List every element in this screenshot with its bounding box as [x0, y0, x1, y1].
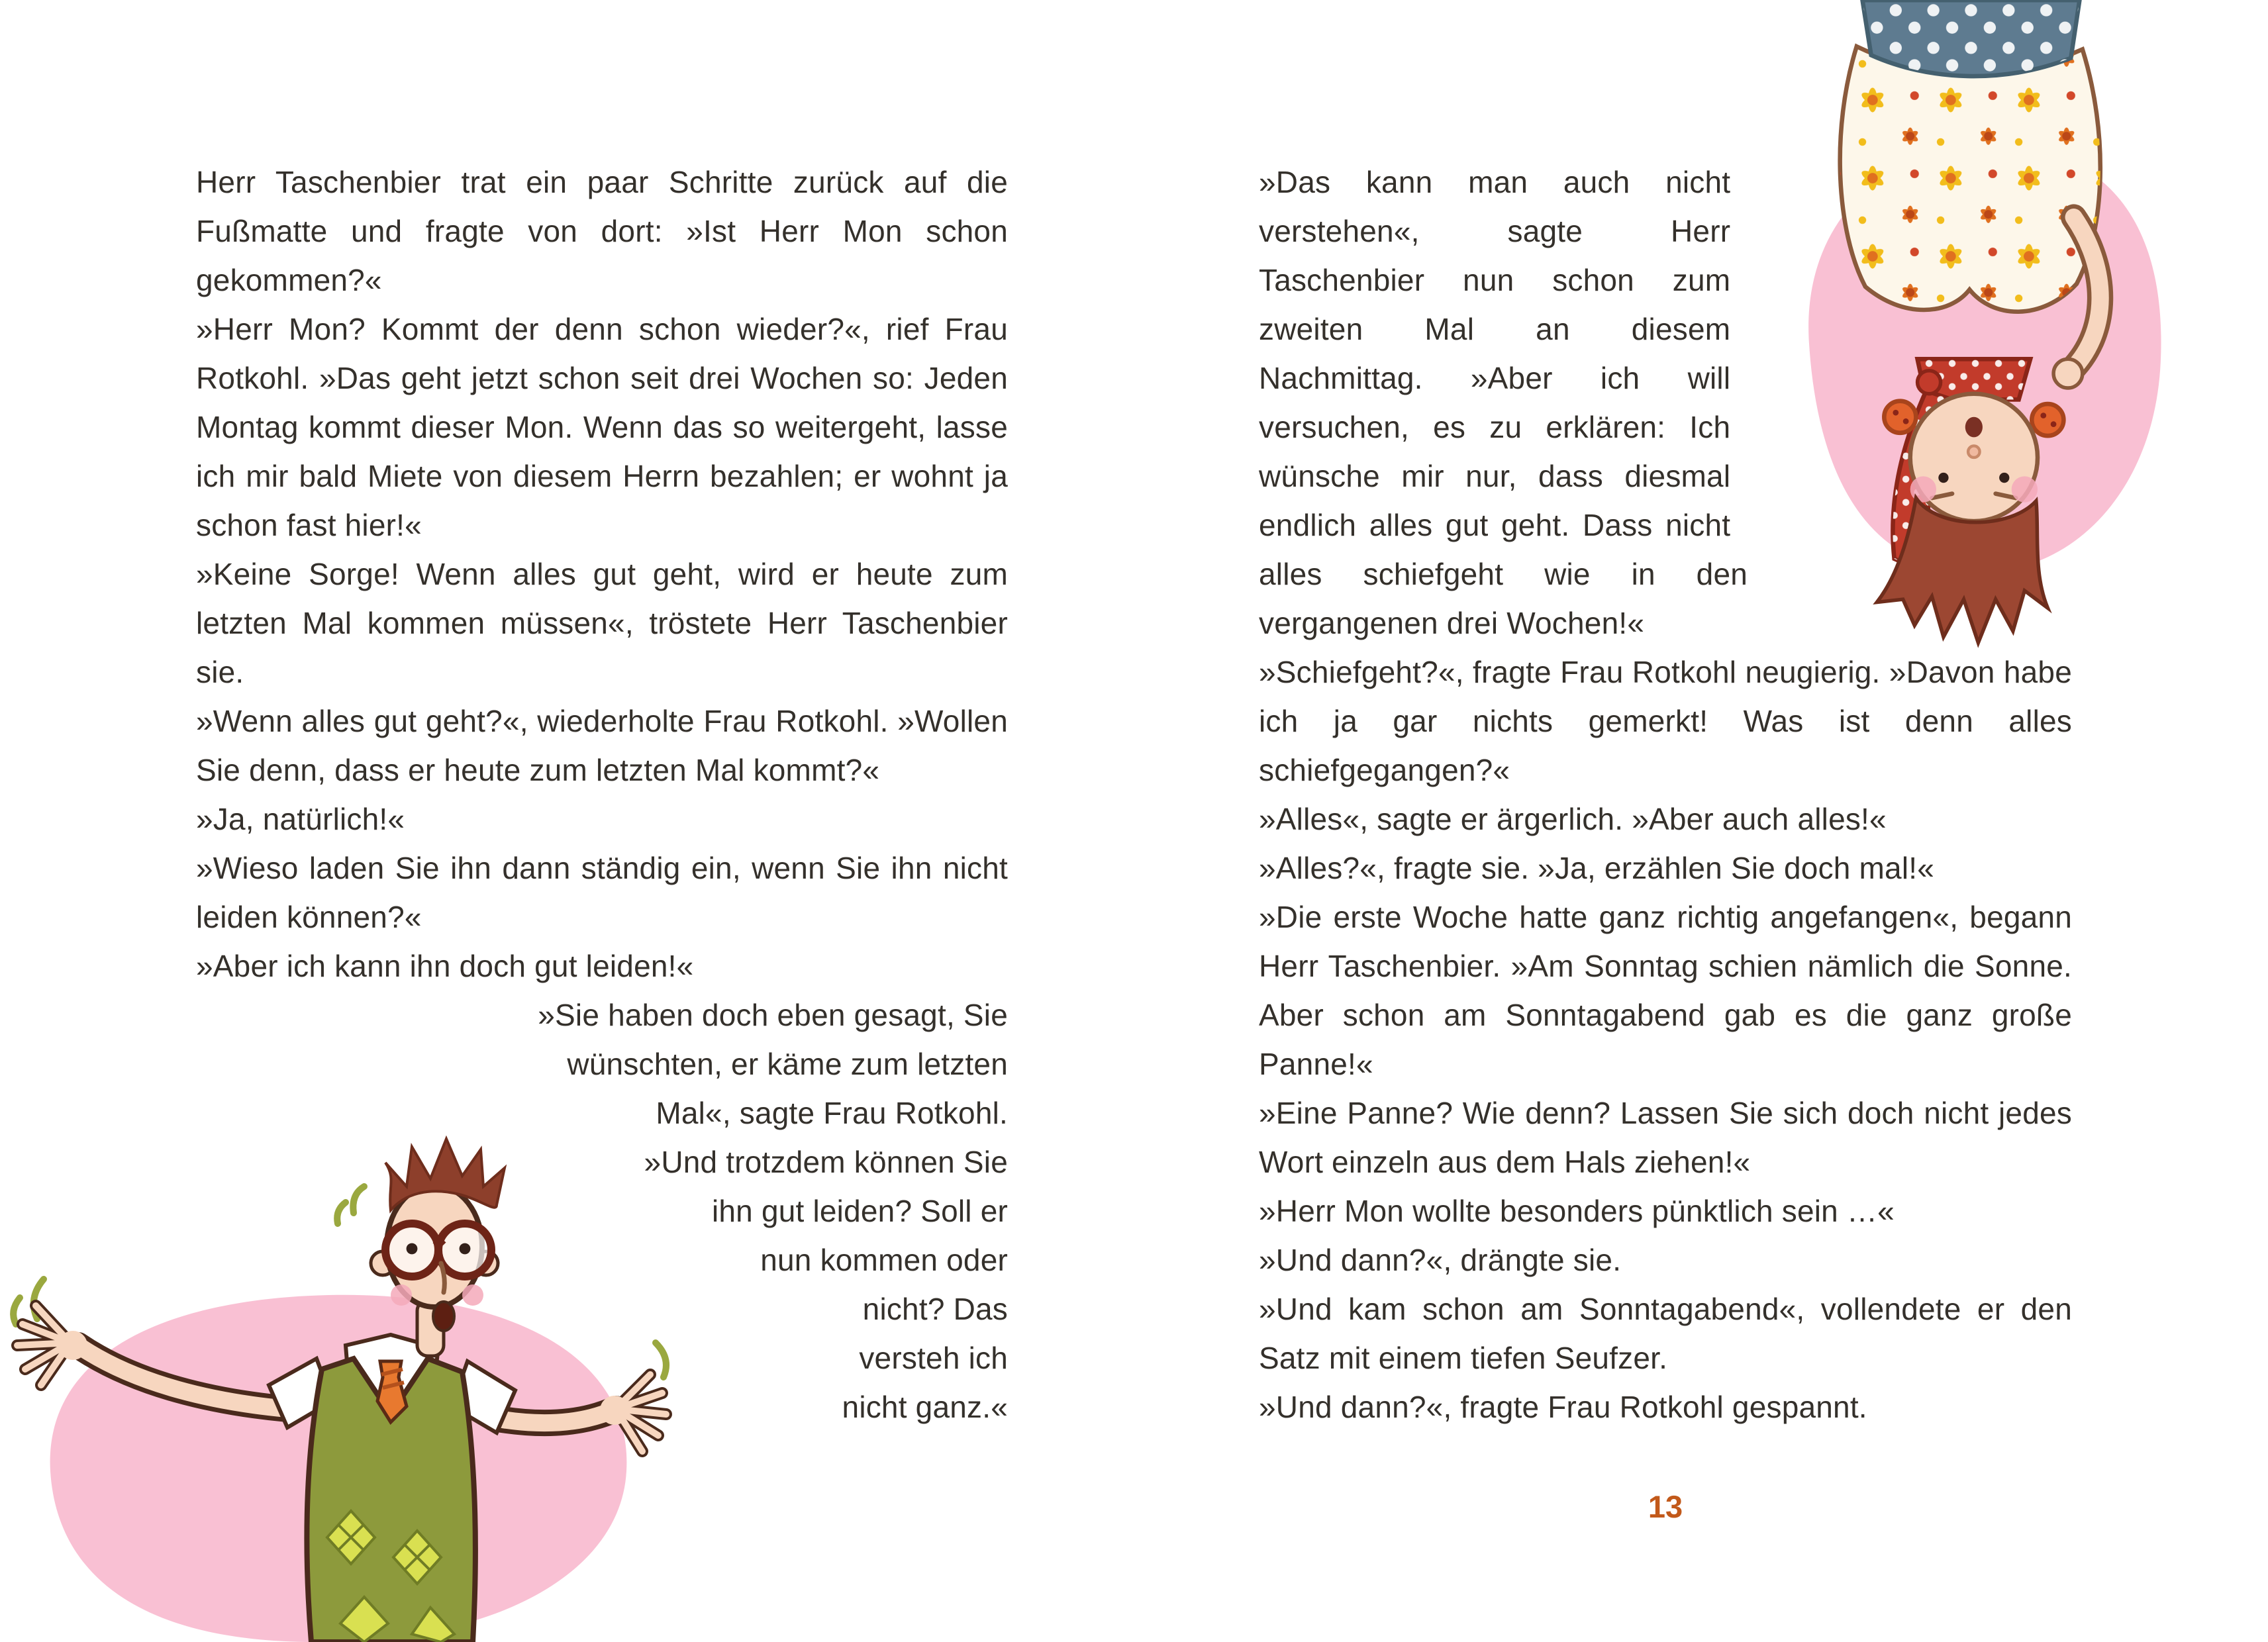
paragraph: »Herr Mon wollte besonders pünktlich sein …« — [1259, 1194, 1895, 1228]
text-wrap-spacer — [1730, 158, 2072, 648]
paragraph: »Alles«, sagte er ärgerlich. »Aber auch alles!« — [1259, 802, 1887, 836]
paragraph: »Keine Sorge! Wenn alles gut geht, wird er heute zum letzten Mal kommen müssen«, tröstete Herr Taschenbier sie. — [196, 557, 1008, 689]
paragraph: »Herr Mon? Kommt der denn schon wieder?«, rief Frau Rotkohl. »Das geht jetzt schon seit drei Wochen so: Jeden Montag kommt dieser Mon. Wenn das so weitergeht, lasse ich mir bald Miete von diesem Herrn bezahlen; er wohnt ja schon fast hier!« — [196, 312, 1008, 542]
paragraph: »Sie haben doch eben gesagt, Sie wünschten, er käme zum letzten Mal«, sagte Frau Rotkohl. »Und trotzdem können Sie ihn gut leiden? Soll er nun kommen oder nicht? Das versteh ich nicht ganz.« — [538, 998, 1008, 1424]
paragraph: »Wenn alles gut geht?«, wiederholte Frau Rotkohl. »Wollen Sie denn, dass er heute zum letzten Mal kommt?« — [196, 704, 1008, 787]
page-right-paragraphs — [1259, 648, 2072, 1431]
left-hand — [17, 1306, 87, 1385]
paragraph: »Eine Panne? Wie denn? Lassen Sie sich doch nicht jedes Wort einzeln aus dem Hals ziehen!« — [1259, 1096, 2072, 1179]
paragraph: Herr Taschenbier trat ein paar Schritte zurück auf die Fußmatte und fragte von dort: »Ist Herr Mon schon gekommen?« — [196, 165, 1008, 297]
page-right-text — [1259, 158, 2072, 1431]
paragraph: »Und dann?«, fragte Frau Rotkohl gespannt. — [1259, 1390, 1867, 1424]
paragraph: »Ja, natürlich!« — [196, 802, 405, 836]
page-left-paragraphs — [196, 158, 1008, 990]
paragraph: »Alles?«, fragte sie. »Ja, erzählen Sie doch mal!« — [1259, 851, 1935, 885]
wrap-paragraph-block — [196, 990, 1008, 1431]
page-number: 13 — [1648, 1489, 1683, 1524]
paragraph: »Die erste Woche hatte ganz richtig angefangen«, begann Herr Taschenbier. »Am Sonntag schien nämlich die Sonne. Aber schon am Sonntagabend gab es die ganz große Panne!« — [1259, 900, 2072, 1081]
page-left-text — [196, 158, 1008, 1431]
paragraph: »Wieso laden Sie ihn dann ständig ein, wenn Sie ihn nicht leiden können?« — [196, 851, 1008, 934]
paragraph: »Aber ich kann ihn doch gut leiden!« — [196, 949, 694, 983]
paragraph: »Und kam schon am Sonntagabend«, vollendete er den Satz mit einem tiefen Seufzer. — [1259, 1292, 2072, 1375]
paragraph: »Und dann?«, drängte sie. — [1259, 1243, 1622, 1277]
paragraph: »Schiefgeht?«, fragte Frau Rotkohl neugierig. »Davon habe ich ja gar nichts gemerkt! Was ist denn alles schiefgegangen?« — [1259, 655, 2072, 787]
paragraph: »Das kann man auch nicht verstehen«, sagte Herr Taschenbier nun schon zum zweiten Mal an diesem Nachmittag. »Aber ich will versuchen, es zu erklären: Ich wünsche mir nur, dass diesmal endlich alles gut geht. Dass nicht alles schiefgeht wie in den vergangenen drei Wochen!« — [1259, 165, 1748, 640]
